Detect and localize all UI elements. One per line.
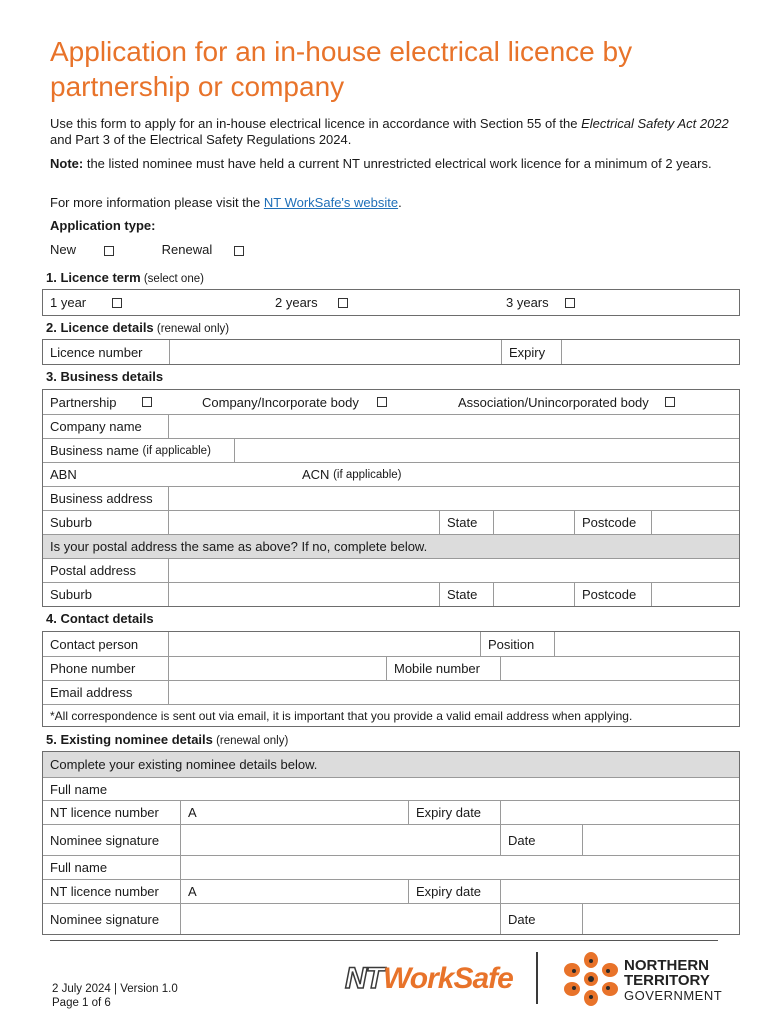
nominee-1-licence-row xyxy=(43,800,739,824)
term-1-year xyxy=(43,290,263,315)
gov-line-1: NORTHERN xyxy=(624,957,709,974)
type-partnership xyxy=(43,390,193,414)
business-address-row xyxy=(43,486,739,510)
application-type-label: Application type: xyxy=(50,218,156,233)
new-checkbox[interactable] xyxy=(104,246,114,256)
phone-input[interactable] xyxy=(168,657,386,680)
section-3-heading: 3. Business details xyxy=(46,369,164,384)
business-suburb-row xyxy=(43,510,739,534)
company-checkbox[interactable] xyxy=(377,397,387,407)
state-label: State xyxy=(439,511,493,534)
licence-number-input[interactable] xyxy=(169,340,501,364)
postal-suburb-row xyxy=(43,582,739,606)
business-address-input[interactable] xyxy=(168,487,739,510)
nominee-2-date-label: Date xyxy=(500,904,582,934)
footer-divider xyxy=(50,940,718,941)
more-info-paragraph xyxy=(50,195,740,211)
nominee-1-signature-row xyxy=(43,824,739,855)
business-address-label: Business address xyxy=(50,491,153,506)
business-name-text: Business name xyxy=(50,443,139,458)
gov-line-2: TERRITORY xyxy=(624,972,710,989)
note-paragraph xyxy=(50,156,740,172)
business-name-input[interactable] xyxy=(234,439,739,462)
nominee-1-date-label: Date xyxy=(500,825,582,855)
postal-question: Is your postal address the same as above? If no, complete below. xyxy=(50,539,428,554)
nominee-2-full-name-label: Full name xyxy=(50,860,108,875)
expiry-label: Expiry xyxy=(501,340,561,364)
postcode-input[interactable] xyxy=(651,511,739,534)
nt-government-wordmark xyxy=(624,958,722,1003)
mobile-label: Mobile number xyxy=(386,657,500,680)
act-name: Electrical Safety Act 2022 xyxy=(581,116,729,131)
logo-nt: NT xyxy=(345,962,383,995)
company-name-input[interactable] xyxy=(168,415,739,438)
term-2-years-label: 2 years xyxy=(275,295,318,310)
nominee-1-expiry-label: Expiry date xyxy=(408,801,500,824)
business-details-table xyxy=(42,389,740,607)
company-name-row xyxy=(43,414,739,438)
postal-suburb-label: Suburb xyxy=(50,587,92,602)
nominee-2-expiry-label: Expiry date xyxy=(408,880,500,903)
nominee-2-signature-label: Nominee signature xyxy=(50,911,160,927)
application-type-heading xyxy=(50,218,740,234)
nominee-1-full-name-label: Full name xyxy=(50,781,108,797)
phone-label: Phone number xyxy=(50,661,136,676)
section-1-hint: (select one) xyxy=(140,273,204,285)
licence-details-row xyxy=(43,340,739,364)
nominee-1-signature-label: Nominee signature xyxy=(50,832,160,848)
association-label: Association/Unincorporated body xyxy=(458,394,649,410)
nominee-1-full-name-input[interactable] xyxy=(180,778,739,800)
contact-details-table xyxy=(42,631,740,727)
licence-details-table xyxy=(42,339,740,365)
term-2-years xyxy=(268,290,488,315)
footer-page-number: Page 1 of 6 xyxy=(52,997,111,1009)
nominee-2-full-name-input[interactable] xyxy=(180,856,739,879)
renewal-checkbox[interactable] xyxy=(234,246,244,256)
nt-government-emblem-icon xyxy=(562,952,620,1006)
acn-input[interactable] xyxy=(495,463,739,486)
email-input[interactable] xyxy=(168,681,739,704)
postal-address-row xyxy=(43,558,739,582)
postcode-label: Postcode xyxy=(574,511,651,534)
phone-row xyxy=(43,656,739,680)
acn-text: ACN xyxy=(302,467,330,482)
nominee-2-licence-prefix: A xyxy=(188,884,197,899)
term-2-years-checkbox[interactable] xyxy=(338,298,348,308)
postal-address-label: Postal address xyxy=(50,563,136,578)
gov-line-3: GOVERNMENT xyxy=(624,988,723,1003)
section-1-title: 1. Licence term xyxy=(46,270,141,285)
email-note-row xyxy=(43,704,739,726)
postal-suburb-input[interactable] xyxy=(168,583,439,606)
application-type-options xyxy=(50,242,740,258)
nominee-1-licence-input[interactable] xyxy=(180,801,408,824)
association-checkbox[interactable] xyxy=(665,397,675,407)
type-association xyxy=(451,390,741,414)
nominee-1-name-row xyxy=(43,777,739,800)
note-label: Note: xyxy=(50,156,84,171)
suburb-input[interactable] xyxy=(168,511,439,534)
term-3-years xyxy=(499,290,719,315)
postal-address-input[interactable] xyxy=(168,559,739,582)
nominee-1-date-input[interactable] xyxy=(582,825,739,855)
business-name-row xyxy=(43,438,739,462)
expiry-input[interactable] xyxy=(561,340,739,364)
nominee-2-licence-input[interactable] xyxy=(180,880,408,903)
suburb-label: Suburb xyxy=(50,515,92,530)
business-name-hint: (if applicable) xyxy=(142,444,211,457)
acn-hint: (if applicable) xyxy=(333,468,402,481)
contact-person-input[interactable] xyxy=(168,632,480,656)
option-renewal-label: Renewal xyxy=(161,242,213,257)
email-note: *All correspondence is sent out via email, it is important that you provide a valid email address when applying. xyxy=(50,708,633,723)
section-2-hint: (renewal only) xyxy=(153,323,230,335)
email-label: Email address xyxy=(50,685,133,700)
postal-question-row xyxy=(43,534,739,558)
acn-label xyxy=(295,463,495,486)
licence-number-label: Licence number xyxy=(50,344,143,360)
nominee-2-expiry-input[interactable] xyxy=(500,880,739,903)
state-input[interactable] xyxy=(493,511,574,534)
more-info-end: . xyxy=(398,195,402,210)
section-2-title: 2. Licence details xyxy=(46,320,154,335)
nominee-2-signature-row xyxy=(43,903,739,934)
nominee-1-licence-label: NT licence number xyxy=(50,805,159,820)
section-5-hint: (renewal only) xyxy=(212,735,289,747)
abn-input[interactable] xyxy=(103,463,295,486)
term-3-years-checkbox[interactable] xyxy=(565,298,575,308)
position-input[interactable] xyxy=(554,632,739,656)
business-type-row xyxy=(43,390,739,414)
nominee-instruction: Complete your existing nominee details below. xyxy=(50,757,318,772)
email-row xyxy=(43,680,739,704)
postal-state-label: State xyxy=(439,583,493,606)
logo-worksafe: WorkSafe xyxy=(383,962,513,995)
postal-state-input[interactable] xyxy=(493,583,574,606)
postal-postcode-label: Postcode xyxy=(574,583,651,606)
position-label: Position xyxy=(480,632,554,656)
section-4-heading: 4. Contact details xyxy=(46,611,154,626)
worksafe-website-link[interactable]: NT WorkSafe's website xyxy=(263,195,399,210)
company-name-label: Company name xyxy=(50,419,142,434)
footer-info xyxy=(52,982,178,1010)
nt-worksafe-logo xyxy=(345,962,513,996)
term-3-years-label: 3 years xyxy=(506,295,549,310)
option-new-label: New xyxy=(50,242,77,257)
partnership-checkbox[interactable] xyxy=(142,397,152,407)
section-5-heading xyxy=(46,732,288,747)
abn-acn-row xyxy=(43,462,739,486)
term-1-year-checkbox[interactable] xyxy=(112,298,122,308)
note-text: the listed nominee must have held a current NT unrestricted electrical work licence for a minimum of 2 years. xyxy=(83,156,712,171)
nominee-details-table xyxy=(42,751,740,935)
nominee-1-signature-input[interactable] xyxy=(180,825,500,855)
licence-term-row xyxy=(43,290,739,315)
nominee-2-name-row xyxy=(43,855,739,879)
page-title: Application for an in-house electrical licence by partnership or company xyxy=(50,36,633,102)
nominee-2-licence-label: NT licence number xyxy=(50,884,159,899)
intro-text-end: and Part 3 of the Electrical Safety Regulations 2024. xyxy=(50,132,352,147)
term-1-year-label: 1 year xyxy=(50,295,87,310)
contact-person-row xyxy=(43,632,739,656)
company-label: Company/Incorporate body xyxy=(202,394,359,410)
more-info-text: For more information please visit the xyxy=(50,195,264,210)
logo-divider xyxy=(536,952,538,1004)
intro-paragraph xyxy=(50,116,740,148)
licence-term-table xyxy=(42,289,740,316)
nominee-2-date-input[interactable] xyxy=(582,904,739,934)
abn-label: ABN xyxy=(50,467,77,482)
contact-person-label: Contact person xyxy=(50,636,139,652)
business-name-label xyxy=(43,439,234,462)
nominee-instruction-row xyxy=(43,752,739,777)
postal-postcode-input[interactable] xyxy=(651,583,739,606)
section-2-heading xyxy=(46,320,229,335)
nominee-2-signature-input[interactable] xyxy=(180,904,500,934)
footer-date-version: 2 July 2024 | Version 1.0 xyxy=(52,983,178,995)
section-5-title: 5. Existing nominee details xyxy=(46,732,213,747)
nominee-1-expiry-input[interactable] xyxy=(500,801,739,824)
partnership-label: Partnership xyxy=(50,394,117,410)
intro-text: Use this form to apply for an in-house electrical licence in accordance with Section 55 of the xyxy=(50,116,582,131)
section-1-heading xyxy=(46,270,204,285)
nominee-1-licence-prefix: A xyxy=(188,805,197,820)
mobile-input[interactable] xyxy=(500,657,739,680)
type-company xyxy=(195,390,425,414)
nominee-2-licence-row xyxy=(43,879,739,903)
